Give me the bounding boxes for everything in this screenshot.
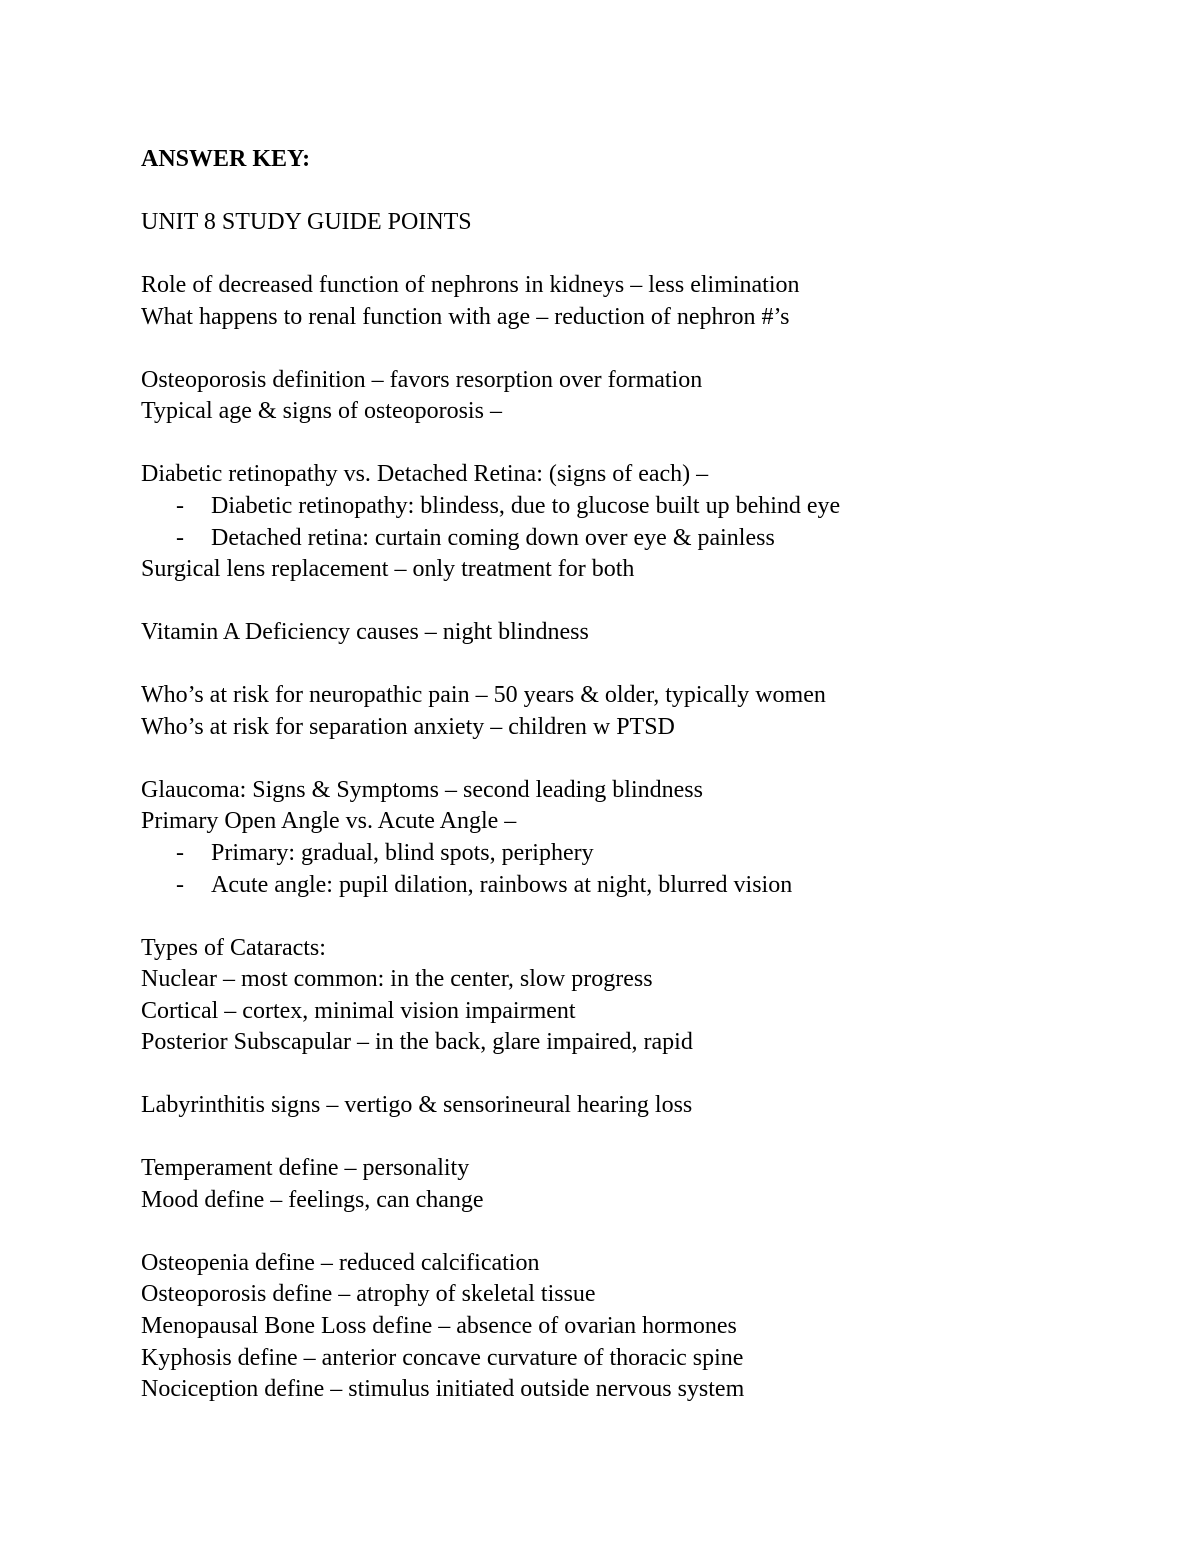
definition-item-2: Osteoporosis define – atrophy of skeletal tissue <box>141 1281 596 1307</box>
glaucoma-line-2: Primary Open Angle vs. Acute Angle – <box>141 808 517 834</box>
temperament-line-2: Mood define – feelings, can change <box>141 1187 484 1213</box>
vitamin-line-1: Vitamin A Deficiency causes – night blindness <box>141 619 589 645</box>
renal-line-1: Role of decreased function of nephrons in kidneys – less elimination <box>141 272 800 298</box>
definition-item-5: Nociception define – stimulus initiated outside nervous system <box>141 1376 745 1402</box>
osteoporosis-line-2: Typical age & signs of osteoporosis – <box>141 398 502 424</box>
osteoporosis-line-1: Osteoporosis definition – favors resorption over formation <box>141 367 703 393</box>
retina-heading: Diabetic retinopathy vs. Detached Retina: (signs of each) – <box>141 461 709 487</box>
glaucoma-line-1: Glaucoma: Signs & Symptoms – second leading blindness <box>141 777 703 803</box>
cataracts-item-1: Nuclear – most common: in the center, slow progress <box>141 966 653 992</box>
temperament-line-1: Temperament define – personality <box>141 1155 470 1181</box>
labyrinthitis-line-1: Labyrinthitis signs – vertigo & sensorineural hearing loss <box>141 1092 693 1118</box>
glaucoma-bullet-2: Acute angle: pupil dilation, rainbows at night, blurred vision <box>211 872 793 898</box>
definition-item-3: Menopausal Bone Loss define – absence of ovarian hormones <box>141 1313 737 1339</box>
retina-after: Surgical lens replacement – only treatment for both <box>141 556 635 582</box>
definition-item-4: Kyphosis define – anterior concave curvature of thoracic spine <box>141 1345 744 1371</box>
bullet-marker: - <box>176 840 184 866</box>
cataracts-item-3: Posterior Subscapular – in the back, glare impaired, rapid <box>141 1029 693 1055</box>
cataracts-item-2: Cortical – cortex, minimal vision impairment <box>141 998 576 1024</box>
retina-bullet-2: Detached retina: curtain coming down over eye & painless <box>211 525 775 551</box>
risk-line-2: Who’s at risk for separation anxiety – children w PTSD <box>141 714 675 740</box>
renal-line-2: What happens to renal function with age – reduction of nephron #’s <box>141 304 790 330</box>
document-subtitle: UNIT 8 STUDY GUIDE POINTS <box>141 209 472 235</box>
bullet-marker: - <box>176 493 184 519</box>
definition-item-1: Osteopenia define – reduced calcification <box>141 1250 540 1276</box>
document-title: ANSWER KEY: <box>141 146 311 172</box>
risk-line-1: Who’s at risk for neuropathic pain – 50 years & older, typically women <box>141 682 826 708</box>
bullet-marker: - <box>176 872 184 898</box>
bullet-marker: - <box>176 525 184 551</box>
glaucoma-bullet-1: Primary: gradual, blind spots, periphery <box>211 840 594 866</box>
cataracts-heading: Types of Cataracts: <box>141 935 326 961</box>
retina-bullet-1: Diabetic retinopathy: blindess, due to glucose built up behind eye <box>211 493 841 519</box>
